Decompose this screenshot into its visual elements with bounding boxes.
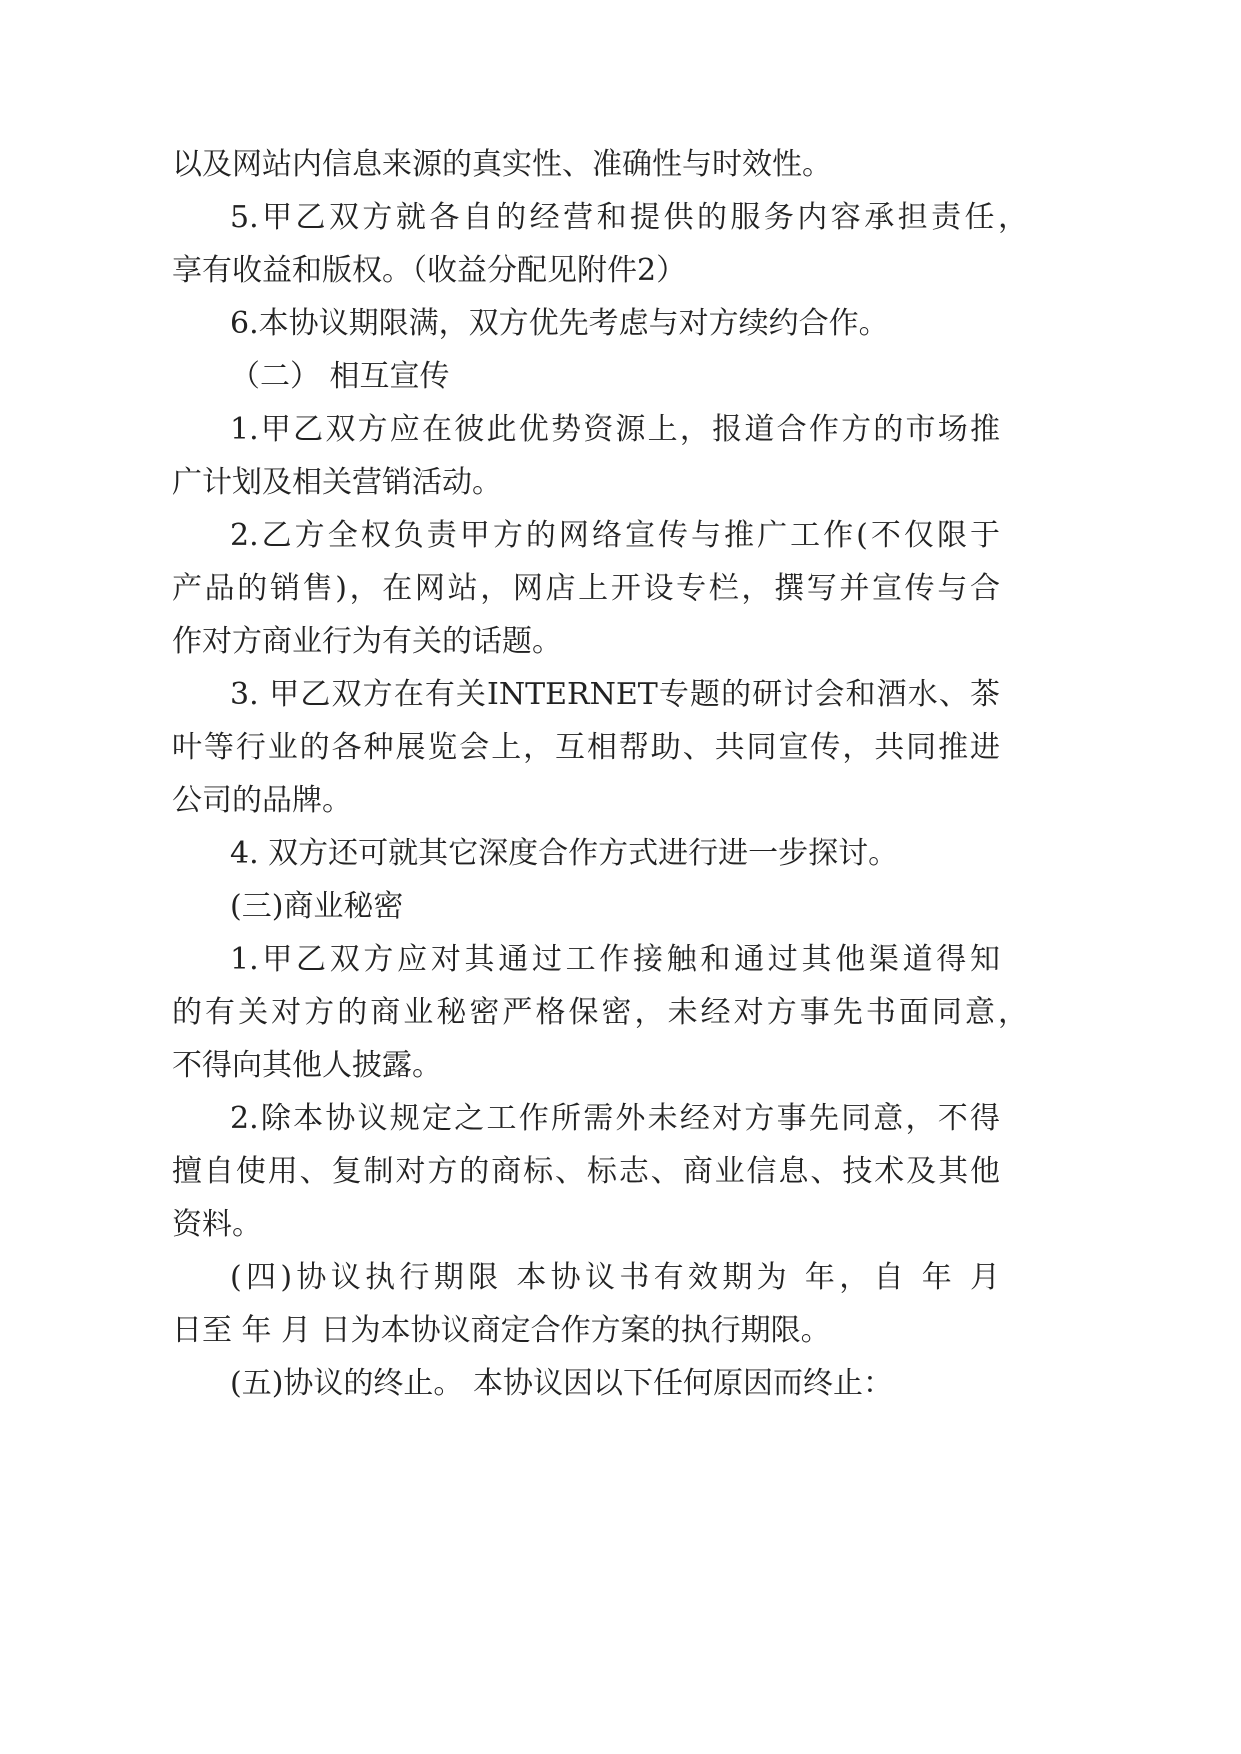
line-6: 1.甲乙双方应在彼此优势资源上，报道合作方的市场推 xyxy=(230,412,1000,447)
line-1: 以及网站内信息来源的真实性、准确性与时效性。 xyxy=(172,147,832,182)
section-heading-2: （二） 相互宣传 xyxy=(230,359,450,394)
line-17: 的有关对方的商业秘密严格保密，未经对方事先书面同意， xyxy=(172,995,1028,1030)
line-3: 享有收益和版权。（收益分配见附件2） xyxy=(172,253,687,288)
line-11: 3. 甲乙双方在有关INTERNET专题的研讨会和酒水、茶 xyxy=(230,677,1000,712)
line-10: 作对方商业行为有关的话题。 xyxy=(172,624,562,659)
line-23: 日至 年 月 日为本协议商定合作方案的执行期限。 xyxy=(172,1313,831,1348)
line-7: 广计划及相关营销活动。 xyxy=(172,465,502,500)
line-12: 叶等行业的各种展览会上，互相帮助、共同宣传，共同推进 xyxy=(172,730,1000,765)
line-21: 资料。 xyxy=(172,1207,262,1242)
line-16: 1.甲乙双方应对其通过工作接触和通过其他渠道得知 xyxy=(230,942,1000,977)
section-heading-3: (三)商业秘密 xyxy=(230,889,404,924)
line-8: 2.乙方全权负责甲方的网络宣传与推广工作(不仅限于 xyxy=(230,518,1000,553)
line-20: 擅自使用、复制对方的商标、标志、商业信息、技术及其他 xyxy=(172,1154,1000,1189)
line-14: 4. 双方还可就其它深度合作方式进行进一步探讨。 xyxy=(230,836,899,871)
line-9: 产品的销售)，在网站，网店上开设专栏，撰写并宣传与合 xyxy=(172,571,1000,606)
section-heading-5: (五)协议的终止。 本协议因以下任何原因而终止： xyxy=(230,1366,893,1401)
line-13: 公司的品牌。 xyxy=(172,783,352,818)
line-18: 不得向其他人披露。 xyxy=(172,1048,442,1083)
section-heading-4: (四)协议执行期限 本协议书有效期为 年，自 年 月 xyxy=(230,1260,1000,1295)
line-4: 6.本协议期限满，双方优先考虑与对方续约合作。 xyxy=(230,306,889,341)
line-19: 2.除本协议规定之工作所需外未经对方事先同意，不得 xyxy=(230,1101,1000,1136)
line-2: 5.甲乙双方就各自的经营和提供的服务内容承担责任， xyxy=(230,200,1028,235)
